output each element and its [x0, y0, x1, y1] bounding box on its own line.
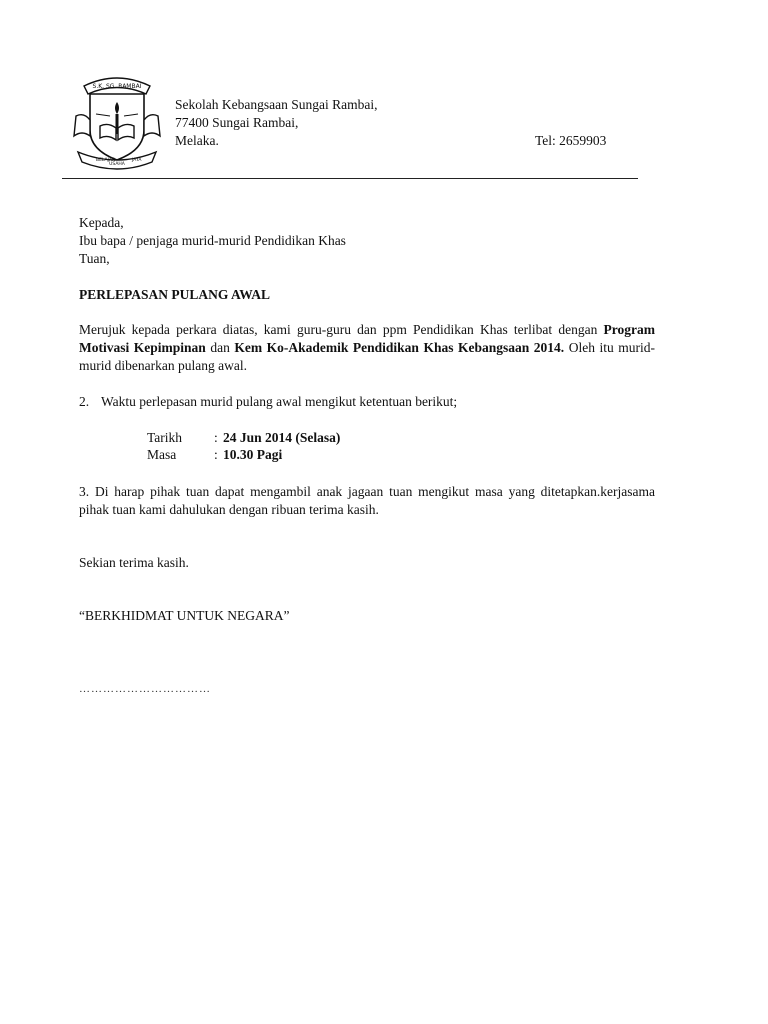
- letter-subject: PERLEPASAN PULANG AWAL: [79, 287, 271, 302]
- schedule-time-value: 10.30 Pagi: [223, 447, 283, 462]
- motto: “BERKHIDMAT UNTUK NEGARA”: [79, 608, 290, 623]
- para2-text: Waktu perlepasan murid pulang awal mengikut ketentuan berikut;: [101, 394, 458, 409]
- recipient-line: Ibu bapa / penjaga murid-murid Pendidikan Khas: [79, 233, 346, 248]
- closing-line: Sekian terima kasih.: [79, 555, 189, 570]
- letterhead-divider: [62, 178, 638, 179]
- para1-text-1: Merujuk kepada perkara diatas, kami guru-guru dan ppm Pendidikan Khas terlibat dengan: [79, 322, 604, 337]
- school-address-line: 77400 Sungai Rambai,: [175, 115, 299, 130]
- para1-camp-name: Kem Ko-Akademik Pendidikan Khas Kebangsaan 2014.: [234, 340, 565, 355]
- schedule-date-value: 24 Jun 2014 (Selasa): [223, 430, 341, 445]
- para1-text-2: dan: [205, 340, 235, 355]
- paragraph-3: 3. Di harap pihak tuan dapat mengambil anak jagaan tuan mengikut masa yang ditetapkan.kerjasama pihak tuan kami dahulukan dengan ribuan terima kasih.: [79, 484, 655, 517]
- schedule-date-label: Tarikh: [147, 430, 183, 445]
- schedule-time-colon: :: [214, 447, 218, 462]
- school-crest-logo: [70, 64, 164, 176]
- para2-number: 2.: [79, 394, 90, 409]
- para1-text-3: Oleh itu murid-murid dibenarkan pulang awal.: [79, 340, 655, 373]
- crest-motto-left: BELAJAR: [96, 158, 116, 163]
- school-name-line: Sekolah Kebangsaan Sungai Rambai,: [175, 97, 378, 112]
- crest-top-text: S.K. SG. RAMBAI: [92, 83, 142, 90]
- crest-motto-mid: USAHA: [109, 162, 125, 167]
- salutation-tuan: Tuan,: [79, 251, 110, 266]
- schedule-time-label: Masa: [147, 447, 177, 462]
- schedule-date-colon: :: [214, 430, 218, 445]
- school-telephone: Tel: 2659903: [535, 133, 607, 148]
- crest-motto-right: JAYA: [132, 158, 142, 163]
- para1-program-name: Program Motivasi Kepimpinan: [79, 322, 655, 355]
- salutation-kepada: Kepada,: [79, 215, 124, 230]
- paragraph-1: [79, 321, 655, 375]
- signature-line: ……………………………: [79, 683, 211, 695]
- school-state-line: Melaka.: [175, 133, 219, 148]
